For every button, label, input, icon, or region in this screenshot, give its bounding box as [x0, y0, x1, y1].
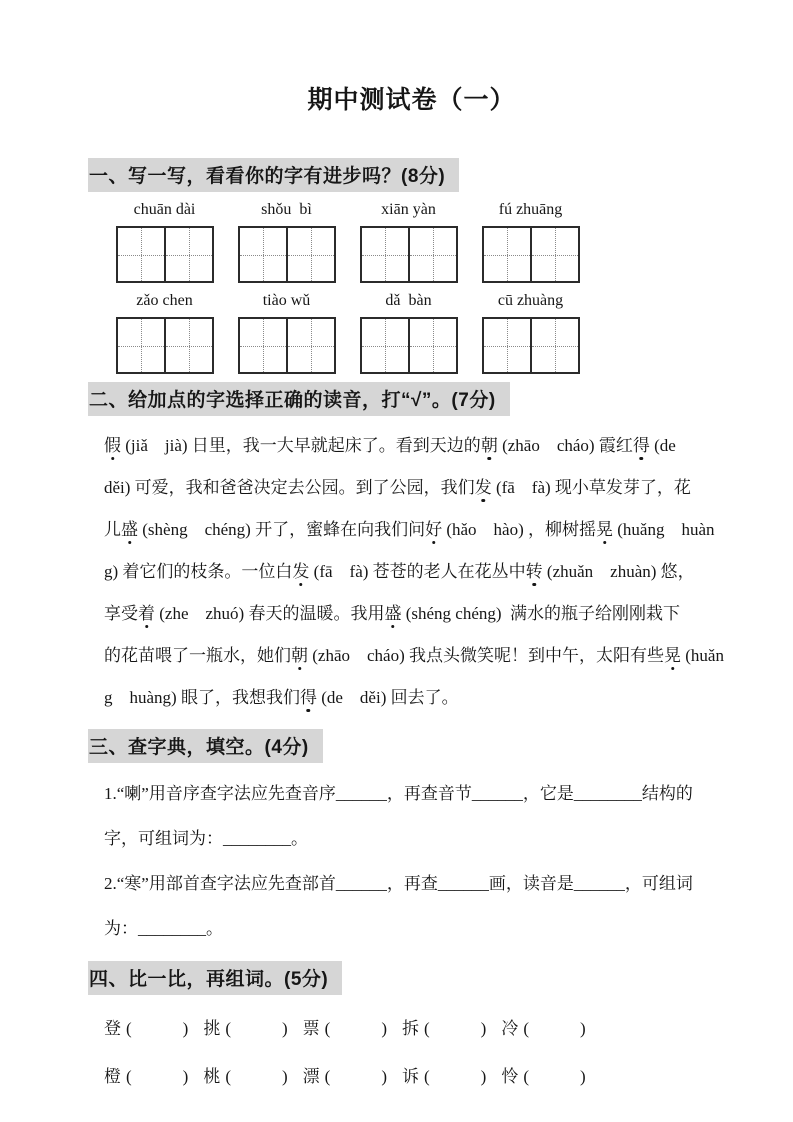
- emphasized-char: 朝: [480, 436, 498, 455]
- passage-line: [104, 425, 735, 467]
- passage-text: (fā fà) 现小草发芽了，花: [491, 478, 691, 497]
- character: 登: [104, 1019, 121, 1038]
- word-item: [501, 1005, 585, 1053]
- question-line: 字，可组词为：________。: [104, 829, 308, 848]
- writing-grid: [482, 226, 580, 283]
- answer-blank: ( ): [225, 1067, 288, 1086]
- passage-line: [104, 677, 735, 719]
- word-group: [238, 292, 335, 374]
- passage-text: g) 着它们的枝条。一位白: [104, 562, 293, 581]
- word-item: [104, 1005, 188, 1053]
- word-group: [116, 201, 213, 283]
- section4-heading: 四、比一比，再组词。(5分): [88, 961, 342, 995]
- passage-text: (shéng chéng) 满水的瓶子给刚刚栽下: [401, 604, 681, 623]
- writing-cell: [118, 319, 164, 372]
- passage-text: (zhāo cháo) 霞红: [497, 436, 633, 455]
- character: 怜: [501, 1067, 519, 1086]
- answer-blank: ( ): [324, 1067, 387, 1086]
- passage-text: (jiǎ jià) 日里，我一大早就起床了。看到天边的: [121, 436, 481, 455]
- section-writing: [88, 158, 735, 374]
- character: 橙: [104, 1067, 121, 1086]
- word-group: [238, 201, 335, 283]
- question-line: 2.“寒”用部首查字法应先查部首______，再查______画，读音是______，可组词: [104, 874, 693, 893]
- emphasized-char: 发: [474, 478, 492, 497]
- pinyin-label: fú zhuāng: [498, 201, 563, 218]
- emphasized-char: 朝: [291, 646, 308, 665]
- writing-cell: [530, 228, 578, 281]
- pinyin-row-2: [116, 292, 735, 374]
- word-group: [482, 292, 579, 374]
- emphasized-char: 假: [104, 436, 121, 455]
- emphasized-char: 得: [299, 688, 317, 707]
- word-group: [116, 292, 213, 374]
- passage: [104, 425, 735, 719]
- answer-blank: ( ): [523, 1067, 586, 1086]
- answer-blank: ( ): [126, 1067, 189, 1086]
- dictionary-items: [104, 771, 735, 951]
- word-item: [402, 1005, 486, 1053]
- word-group: [360, 292, 457, 374]
- section2-heading: 二、给加点的字选择正确的读音，打“√”。(7分): [88, 382, 510, 416]
- writing-grid: [116, 317, 214, 374]
- pinyin-label: dǎ bàn: [385, 292, 432, 309]
- passage-line: [104, 551, 735, 593]
- writing-cell: [240, 228, 286, 281]
- passage-line: [104, 593, 735, 635]
- word-group: [360, 201, 457, 283]
- emphasized-char: 晃: [596, 520, 613, 539]
- word-item: [303, 1053, 387, 1101]
- section-pronunciation: [88, 382, 735, 719]
- pinyin-label: cū zhuàng: [497, 292, 564, 309]
- question-line: 为：________。: [104, 919, 223, 938]
- answer-blank: ( ): [225, 1019, 288, 1038]
- writing-grid: [116, 226, 214, 283]
- passage-line: [104, 509, 735, 551]
- passage-text: (hǎo hào) ，柳树摇: [442, 520, 596, 539]
- writing-grid: [360, 317, 458, 374]
- emphasized-char: 好: [425, 520, 443, 539]
- passage-text: (de: [649, 436, 676, 455]
- writing-cell: [362, 228, 408, 281]
- pinyin-label: xiān yàn: [381, 201, 436, 218]
- writing-grid: [238, 226, 336, 283]
- question-line: 1.“喇”用音序查字法应先查音序______，再查音节______，它是________结构的: [104, 784, 693, 803]
- answer-blank: ( ): [324, 1019, 387, 1038]
- pinyin-label: zǎo chen: [136, 292, 193, 309]
- emphasized-char: 盛: [384, 604, 402, 623]
- writing-cell: [286, 319, 334, 372]
- writing-cell: [164, 319, 212, 372]
- word-item: [203, 1005, 287, 1053]
- passage-text: (zhāo cháo) 我点头微笑呢！到中午，太阳有些: [308, 646, 665, 665]
- emphasized-char: 转: [525, 562, 543, 581]
- emphasized-char: 盛: [121, 520, 138, 539]
- pinyin-label: chuān dài: [133, 201, 196, 218]
- section-dictionary: [88, 729, 735, 951]
- character: 票: [302, 1019, 320, 1038]
- passage-text: 儿: [104, 520, 121, 539]
- word-group: [482, 201, 579, 283]
- writing-cell: [240, 319, 286, 372]
- passage-line: [104, 635, 735, 677]
- writing-cell: [408, 319, 456, 372]
- passage-text: 享受: [104, 604, 138, 623]
- writing-grid: [482, 317, 580, 374]
- character: 诉: [401, 1067, 419, 1086]
- writing-cell: [286, 228, 334, 281]
- passage-text: (zhuǎn zhuàn) 悠，: [542, 562, 695, 581]
- passage-text: (huǎng huàn: [613, 520, 715, 539]
- writing-cell: [118, 228, 164, 281]
- pinyin-row-1: [116, 201, 735, 283]
- character: 冷: [501, 1019, 519, 1038]
- emphasized-char: 发: [292, 562, 310, 581]
- word-item: [303, 1005, 387, 1053]
- writing-grid: [360, 226, 458, 283]
- writing-cell: [164, 228, 212, 281]
- character: 拆: [401, 1019, 419, 1038]
- passage-text: (fā fà) 苍苍的老人在花丛中: [309, 562, 526, 581]
- section-word-compare: [88, 961, 735, 1101]
- word-row-2: [104, 1053, 735, 1101]
- answer-blank: ( ): [126, 1019, 189, 1038]
- writing-cell: [362, 319, 408, 372]
- word-rows: [104, 1005, 735, 1101]
- passage-text: děi) 可爱，我和爸爸决定去公园。到了公园，我们: [104, 478, 475, 497]
- writing-grid: [238, 317, 336, 374]
- character: 挑: [203, 1019, 221, 1038]
- pinyin-label: shǒu bì: [261, 201, 312, 218]
- word-item: [402, 1053, 486, 1101]
- character: 桃: [203, 1067, 221, 1086]
- writing-cell: [408, 228, 456, 281]
- passage-text: g huàng) 眼了，我想我们: [104, 688, 300, 707]
- passage-text: (zhe zhuó) 春天的温暖。我用: [155, 604, 385, 623]
- section3-heading: 三、查字典，填空。(4分): [88, 729, 323, 763]
- pinyin-label: tiào wǔ: [262, 292, 311, 309]
- page-title: 期中测试卷（一）: [307, 86, 516, 114]
- word-item: [104, 1053, 188, 1101]
- writing-cell: [484, 319, 530, 372]
- emphasized-char: 得: [632, 436, 650, 455]
- word-item: [203, 1053, 287, 1101]
- passage-text: 的花苗喂了一瓶水，她们: [104, 646, 291, 665]
- answer-blank: ( ): [523, 1019, 586, 1038]
- word-row-1: [104, 1005, 735, 1053]
- section1-heading: 一、写一写，看看你的字有进步吗？(8分): [88, 158, 459, 192]
- emphasized-char: 着: [138, 604, 155, 623]
- character: 漂: [302, 1067, 320, 1086]
- passage-line: [104, 467, 735, 509]
- passage-text: (shèng chéng) 开了，蜜蜂在向我们问: [138, 520, 426, 539]
- writing-cell: [530, 319, 578, 372]
- word-item: [501, 1053, 585, 1101]
- answer-blank: ( ): [423, 1019, 487, 1038]
- emphasized-char: 晃: [664, 646, 682, 665]
- answer-blank: ( ): [423, 1067, 487, 1086]
- passage-text: (de děi) 回去了。: [316, 688, 459, 707]
- passage-text: (huǎn: [681, 646, 724, 665]
- writing-cell: [484, 228, 530, 281]
